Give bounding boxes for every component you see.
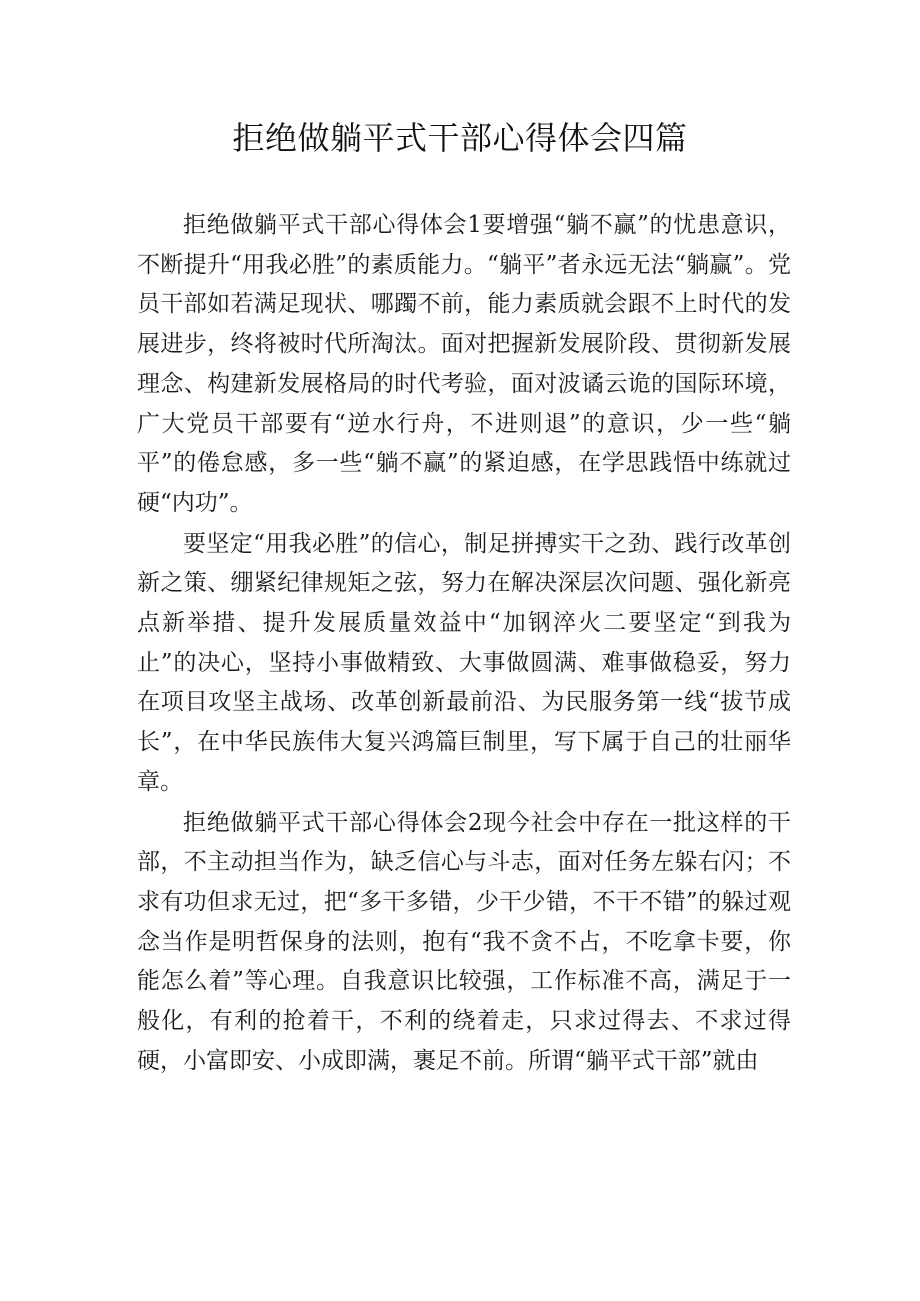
document-body bbox=[137, 206, 791, 1081]
paragraph-2: 要坚定“用我必胜”的信心，制足拼搏实干之劲、践行改革创新之策、绷紧纪律规矩之弦，努力在解决深层次问题、强化新亮点新举措、提升发展质量效益中“加钢淬火二要坚定“到我为止”的决心，坚持小事做精致、大事做圆满、难事做稳妥，努力在项目攻坚主战场、改革创新最前沿、为民服务第一线“拔节成长”，在中华民族伟大复兴鸿篇巨制里，写下属于自己的壮丽华章。 bbox=[137, 530, 791, 795]
document-title: 拒绝做躺平式干部心得体会四篇 bbox=[232, 119, 688, 157]
paragraph-3: 拒绝做躺平式干部心得体会2现今社会中存在一批这样的干部，不主动担当作为，缺乏信心与斗志，面对任务左躲右闪；不求有功但求无过，把“多干多错，少干少错，不干不错”的躲过观念当作是明哲保身的法则，抱有“我不贪不占，不吃拿卡要，你能怎么着”等心理。自我意识比较强，工作标准不高，满足于一般化，有利的抢着干，不利的绕着走，只求过得去、不求过得硬，小富即安、小成即满，裹足不前。所谓“躺平式干部”就由 bbox=[137, 809, 791, 1074]
paragraph-1: 拒绝做躺平式干部心得体会1要增强“躺不赢”的忧患意识，不断提升“用我必胜”的素质能力。“躺平”者永远无法“躺赢”。党员干部如若满足现状、哪躅不前，能力素质就会跟不上时代的发展进步，终将被时代所淘汰。面对把握新发展阶段、贯彻新发展理念、构建新发展格局的时代考验，面对波谲云诡的国际环境，广大党员干部要有“逆水行舟，不进则退”的意识，少一些“躺平”的倦怠感，多一些“躺不赢”的紧迫感，在学思践悟中练就过硬“内功”。 bbox=[137, 212, 791, 516]
